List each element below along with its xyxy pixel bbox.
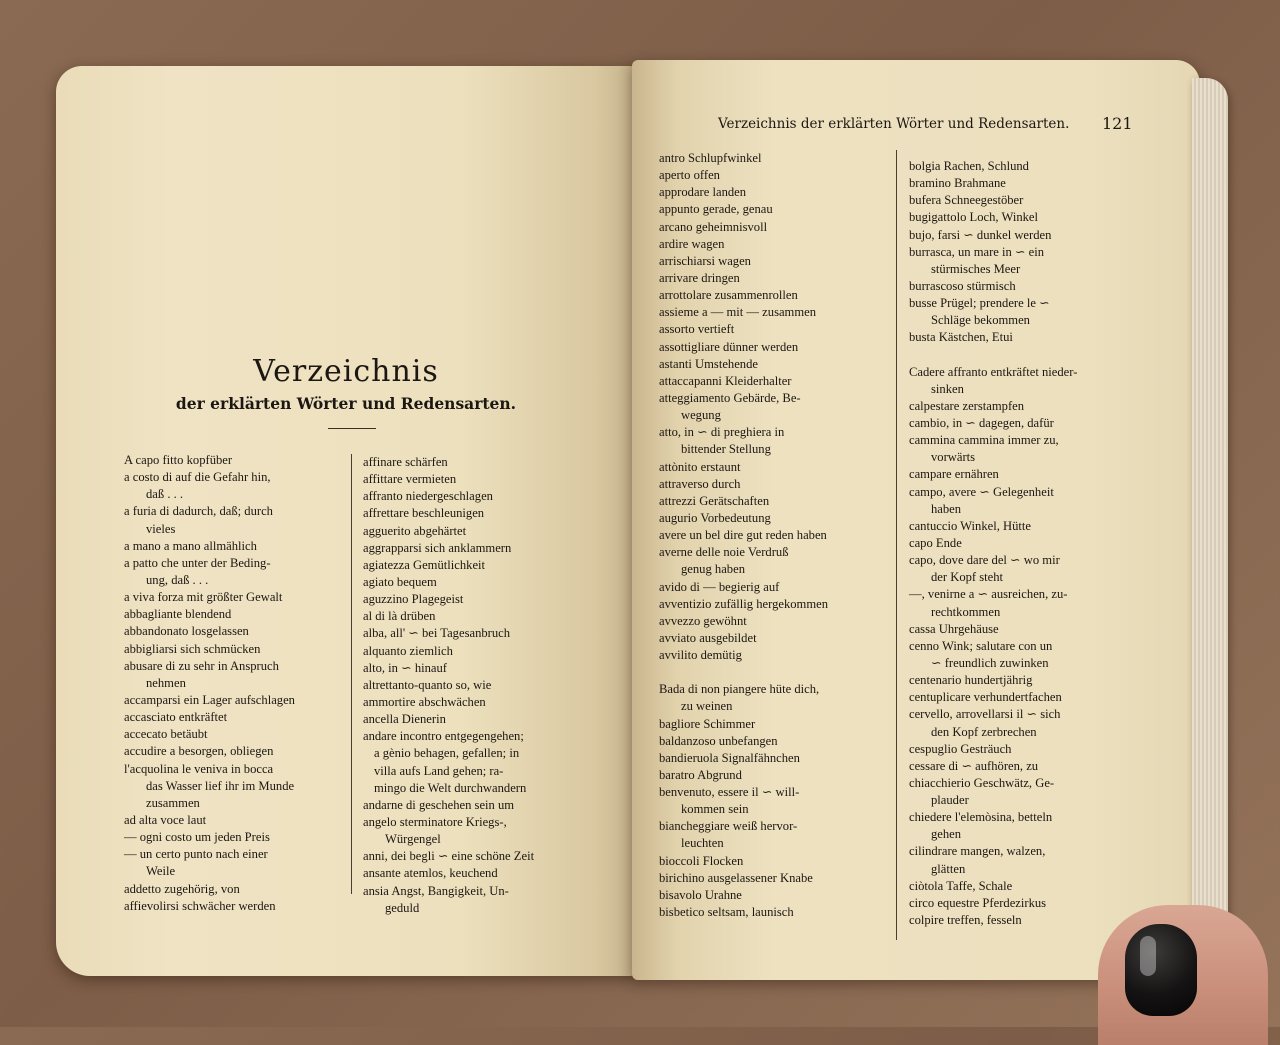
dictionary-entry-line: bugigattolo Loch, Winkel — [909, 210, 1039, 225]
dictionary-entry-line: busse Prügel; prendere le ∽ — [909, 296, 1050, 311]
dictionary-entry-line: calpestare zerstampfen — [909, 398, 1025, 413]
dictionary-entry-line: alto, in ∽ hinauf — [363, 660, 447, 675]
dictionary-entry-line: a gènio behagen, gefallen; in — [374, 746, 520, 761]
dictionary-entry-line: cambio, in ∽ dagegen, dafür — [909, 415, 1054, 430]
dictionary-entry-line: villa aufs Land gehen; ra- — [374, 763, 504, 778]
dictionary-entry-line: bioccoli Flocken — [659, 853, 744, 868]
dictionary-entry-line: affrettare beschleunigen — [363, 506, 485, 521]
nail-polish — [1125, 924, 1197, 1016]
dictionary-entry-line: haben — [931, 501, 962, 516]
dictionary-entry-line: cilindrare mangen, walzen, — [909, 844, 1046, 859]
dictionary-entry-line: centuplicare verhundertfachen — [909, 690, 1062, 705]
dictionary-entry-line: ciòtola Taffe, Schale — [909, 878, 1013, 893]
dictionary-entry-line: cantuccio Winkel, Hütte — [909, 518, 1032, 533]
dictionary-entry-line: accasciato entkräftet — [124, 710, 228, 725]
dictionary-entry-line: a costo di auf die Gefahr hin, — [124, 470, 271, 485]
dictionary-entry-line: l'acquolina le veniva in bocca — [124, 761, 274, 776]
page-edges — [1192, 78, 1228, 964]
dictionary-entry-line: cenno Wink; salutare con un — [909, 638, 1053, 653]
dictionary-entry-line: bagliore Schimmer — [659, 716, 756, 731]
dictionary-entry-line: birichino ausgelassener Knabe — [659, 870, 813, 885]
dictionary-entry-line: approdare landen — [659, 185, 747, 200]
dictionary-entry-line: vieles — [146, 521, 176, 536]
dictionary-entry-line: alba, all' ∽ bei Tagesanbruch — [363, 626, 511, 641]
dictionary-entry-line: daß . . . — [146, 487, 184, 502]
dictionary-entry-line: capo Ende — [909, 535, 962, 550]
dictionary-entry-line: colpire treffen, fesseln — [909, 913, 1022, 928]
dictionary-entry-line: altrettanto-quanto so, wie — [363, 677, 492, 692]
right-page — [632, 60, 1200, 980]
dictionary-entry-line: rechtkommen — [931, 604, 1001, 619]
column-divider — [896, 150, 897, 940]
dictionary-entry-line: ancella Dienerin — [363, 712, 446, 727]
dictionary-entry-line: appunto gerade, genau — [659, 202, 773, 217]
dictionary-entry-line: arrottolare zusammenrollen — [659, 288, 798, 303]
dictionary-entry-line: bandieruola Signalfähnchen — [659, 750, 800, 765]
dictionary-entry-line: arrivare dringen — [659, 270, 740, 285]
dictionary-entry-line: bufera Schneegestöber — [909, 193, 1024, 208]
dictionary-entry-line: atteggiamento Gebärde, Be- — [659, 390, 801, 405]
dictionary-entry-line: atto, in ∽ di preghiera in — [659, 425, 785, 440]
dictionary-entry-line: cammina cammina immer zu, — [909, 433, 1059, 448]
right-column-1 — [659, 150, 891, 921]
dictionary-entry-line: andare incontro entgegengehen; — [363, 729, 524, 744]
dictionary-entry-line: Würgengel — [385, 832, 441, 847]
dictionary-entry-line: avviato ausgebildet — [659, 630, 757, 645]
dictionary-entry-line: benvenuto, essere il ∽ will- — [659, 785, 800, 800]
nail-shine — [1140, 936, 1156, 976]
dictionary-entry-line: affinare schärfen — [363, 455, 448, 469]
dictionary-entry-line: attònito erstaunt — [659, 459, 741, 474]
dictionary-entry-line: assottigliare dünner werden — [659, 339, 799, 354]
dictionary-entry-line: agiato bequem — [363, 574, 437, 589]
dictionary-entry-line: bisavolo Urahne — [659, 887, 742, 902]
dictionary-entry-line: al di là drüben — [363, 609, 436, 624]
dictionary-entry-line: baldanzoso unbefangen — [659, 733, 778, 748]
dictionary-entry-line: a viva forza mit größter Gewalt — [124, 590, 283, 605]
dictionary-entry-line: ∽ freundlich zuwinken — [931, 655, 1049, 670]
dictionary-entry-line: den Kopf zerbrechen — [931, 724, 1037, 739]
dictionary-entry-line: circo equestre Pferdezirkus — [909, 895, 1047, 910]
running-header: Verzeichnis der erklärten Wörter und Redensarten. — [718, 116, 1070, 132]
dictionary-entry-line: der Kopf steht — [931, 570, 1004, 585]
dictionary-entry-line: abbandonato losgelassen — [124, 624, 249, 639]
dictionary-entry-line: affievolirsi schwächer werden — [124, 898, 276, 913]
dictionary-entry-line: chiacchierio Geschwätz, Ge- — [909, 775, 1055, 790]
dictionary-entry-line: stürmisches Meer — [931, 261, 1021, 276]
dictionary-entry-line: bujo, farsi ∽ dunkel werden — [909, 227, 1052, 242]
dictionary-entry-line: alquanto ziemlich — [363, 643, 453, 658]
dictionary-entry-line: astanti Umstehende — [659, 356, 758, 371]
dictionary-entry-line: Weile — [146, 864, 176, 879]
column-divider — [351, 454, 352, 894]
dictionary-entry-line: anni, dei begli ∽ eine schöne Zeit — [363, 849, 535, 864]
dictionary-entry-line: cessare di ∽ aufhören, zu — [909, 758, 1039, 773]
dictionary-entry-line: Schläge bekommen — [931, 313, 1030, 328]
dictionary-entry-line: glätten — [931, 861, 966, 876]
dictionary-entry-line: attrezzi Gerätschaften — [659, 493, 770, 508]
dictionary-entry-line: arcano geheimnisvoll — [659, 219, 768, 234]
page-title: Verzeichnis — [253, 354, 439, 389]
dictionary-entry-line: bisbetico seltsam, launisch — [659, 905, 794, 920]
dictionary-entry-line: campare ernähren — [909, 467, 999, 482]
dictionary-entry-line: assorto vertieft — [659, 322, 735, 337]
dictionary-entry-line: a patto che unter der Beding- — [124, 555, 271, 570]
dictionary-entry-line: ansante atemlos, keuchend — [363, 866, 498, 881]
dictionary-entry-line: sinken — [931, 381, 964, 396]
dictionary-entry-line: nehmen — [146, 675, 186, 690]
dictionary-entry-line: ad alta voce laut — [124, 812, 207, 827]
dictionary-entry-line: abusare di zu sehr in Anspruch — [124, 658, 279, 673]
dictionary-entry-line: plauder — [931, 793, 969, 808]
dictionary-entry-line: zu weinen — [681, 699, 733, 714]
dictionary-entry-line: agguerito abgehärtet — [363, 523, 467, 538]
dictionary-entry-line: cassa Uhrgehäuse — [909, 621, 999, 636]
dictionary-entry-line: das Wasser lief ihr im Munde — [146, 778, 295, 793]
dictionary-entry-line: — ogni costo um jeden Preis — [124, 830, 270, 845]
title-divider — [328, 428, 376, 429]
dictionary-entry-line: Cadere affranto entkräftet nieder- — [909, 364, 1078, 379]
dictionary-entry-line: accecato betäubt — [124, 727, 208, 742]
dictionary-entry-line: gehen — [931, 827, 962, 842]
dictionary-entry-line: attaccapanni Kleiderhalter — [659, 373, 792, 388]
dictionary-entry-line: leuchten — [681, 836, 724, 851]
section-gap — [659, 664, 891, 681]
dictionary-entry-line: bolgia Rachen, Schlund — [909, 159, 1029, 173]
dictionary-entry-line: averne delle noie Verdruß — [659, 545, 789, 560]
page-number: 121 — [1102, 114, 1133, 133]
dictionary-entry-line: geduld — [385, 900, 420, 915]
dictionary-entry-line: aperto offen — [659, 168, 720, 183]
dictionary-entry-line: mingo die Welt durchwandern — [374, 780, 527, 795]
left-page — [56, 66, 636, 976]
section-gap — [909, 347, 1144, 364]
dictionary-entry-line: Bada di non piangere hüte dich, — [659, 682, 820, 697]
dictionary-entry-line: arrischiarsi wagen — [659, 253, 751, 268]
dictionary-entry-line: a furia di dadurch, daß; durch — [124, 504, 273, 519]
dictionary-entry-line: burrasca, un mare in ∽ ein — [909, 244, 1045, 259]
dictionary-entry-line: avere un bel dire gut reden haben — [659, 528, 827, 543]
dictionary-entry-line: avido di — begierig auf — [659, 579, 780, 594]
dictionary-entry-line: affranto niedergeschlagen — [363, 489, 493, 504]
dictionary-entry-line: busta Kästchen, Etui — [909, 330, 1013, 345]
dictionary-entry-line: andarne di geschehen sein um — [363, 797, 515, 812]
dictionary-entry-line: cervello, arrovellarsi il ∽ sich — [909, 707, 1061, 722]
dictionary-entry-line: abbagliante blendend — [124, 607, 232, 622]
dictionary-entry-line: genug haben — [681, 562, 745, 577]
dictionary-entry-line: zusammen — [146, 795, 200, 810]
dictionary-entry-line: agiatezza Gemütlichkeit — [363, 557, 486, 572]
dictionary-entry-line: bittender Stellung — [681, 442, 771, 457]
dictionary-entry-line: assieme a — mit — zusammen — [659, 305, 817, 320]
dictionary-entry-line: avventizio zufällig hergekommen — [659, 596, 829, 611]
dictionary-entry-line: affittare vermieten — [363, 472, 457, 487]
dictionary-entry-line: augurio Vorbedeutung — [659, 510, 771, 525]
page-subtitle: der erklärten Wörter und Redensarten. — [175, 394, 517, 413]
dictionary-entry-line: avvezzo gewöhnt — [659, 613, 747, 628]
dictionary-entry-line: biancheggiare weiß hervor- — [659, 819, 798, 834]
dictionary-entry-line: kommen sein — [681, 802, 749, 817]
dictionary-entry-line: ansia Angst, Bangigkeit, Un- — [363, 883, 509, 898]
dictionary-entry-line: accudire a besorgen, obliegen — [124, 744, 274, 759]
dictionary-entry-line: centenario hundertjährig — [909, 673, 1033, 688]
dictionary-entry-line: a mano a mano allmählich — [124, 538, 257, 553]
left-column-2 — [363, 454, 603, 917]
dictionary-entry-line: accamparsi ein Lager aufschlagen — [124, 692, 295, 707]
dictionary-entry-line: A capo fitto kopfüber — [124, 453, 233, 467]
right-column-2 — [909, 158, 1144, 929]
dictionary-entry-line: baratro Abgrund — [659, 767, 742, 782]
dictionary-entry-line: campo, avere ∽ Gelegenheit — [909, 484, 1054, 499]
left-column-1 — [124, 452, 346, 915]
dictionary-entry-line: — un certo punto nach einer — [124, 847, 268, 862]
dictionary-entry-line: ammortire abschwächen — [363, 694, 486, 709]
dictionary-entry-line: avvilito demütig — [659, 648, 742, 663]
dictionary-entry-line: abbigliarsi sich schmücken — [124, 641, 261, 656]
dictionary-entry-line: chiedere l'elemòsina, betteln — [909, 810, 1053, 825]
dictionary-entry-line: angelo sterminatore Kriegs-, — [363, 814, 507, 829]
dictionary-entry-line: aguzzino Plagegeist — [363, 592, 464, 607]
dictionary-entry-line: —, venirne a ∽ ausreichen, zu- — [909, 587, 1068, 602]
dictionary-entry-line: bramino Brahmane — [909, 176, 1006, 191]
dictionary-entry-line: wegung — [681, 408, 721, 423]
dictionary-entry-line: burrascoso stürmisch — [909, 278, 1016, 293]
dictionary-entry-line: cespuglio Gesträuch — [909, 741, 1012, 756]
dictionary-entry-line: capo, dove dare del ∽ wo mir — [909, 553, 1060, 568]
dictionary-entry-line: ung, daß . . . — [146, 572, 209, 587]
dictionary-entry-line: antro Schlupfwinkel — [659, 151, 762, 165]
dictionary-entry-line: addetto zugehörig, von — [124, 881, 240, 896]
dictionary-entry-line: ardire wagen — [659, 236, 725, 251]
dictionary-entry-line: attraverso durch — [659, 476, 741, 491]
dictionary-entry-line: aggrapparsi sich anklammern — [363, 540, 512, 555]
dictionary-entry-line: vorwärts — [931, 450, 976, 465]
